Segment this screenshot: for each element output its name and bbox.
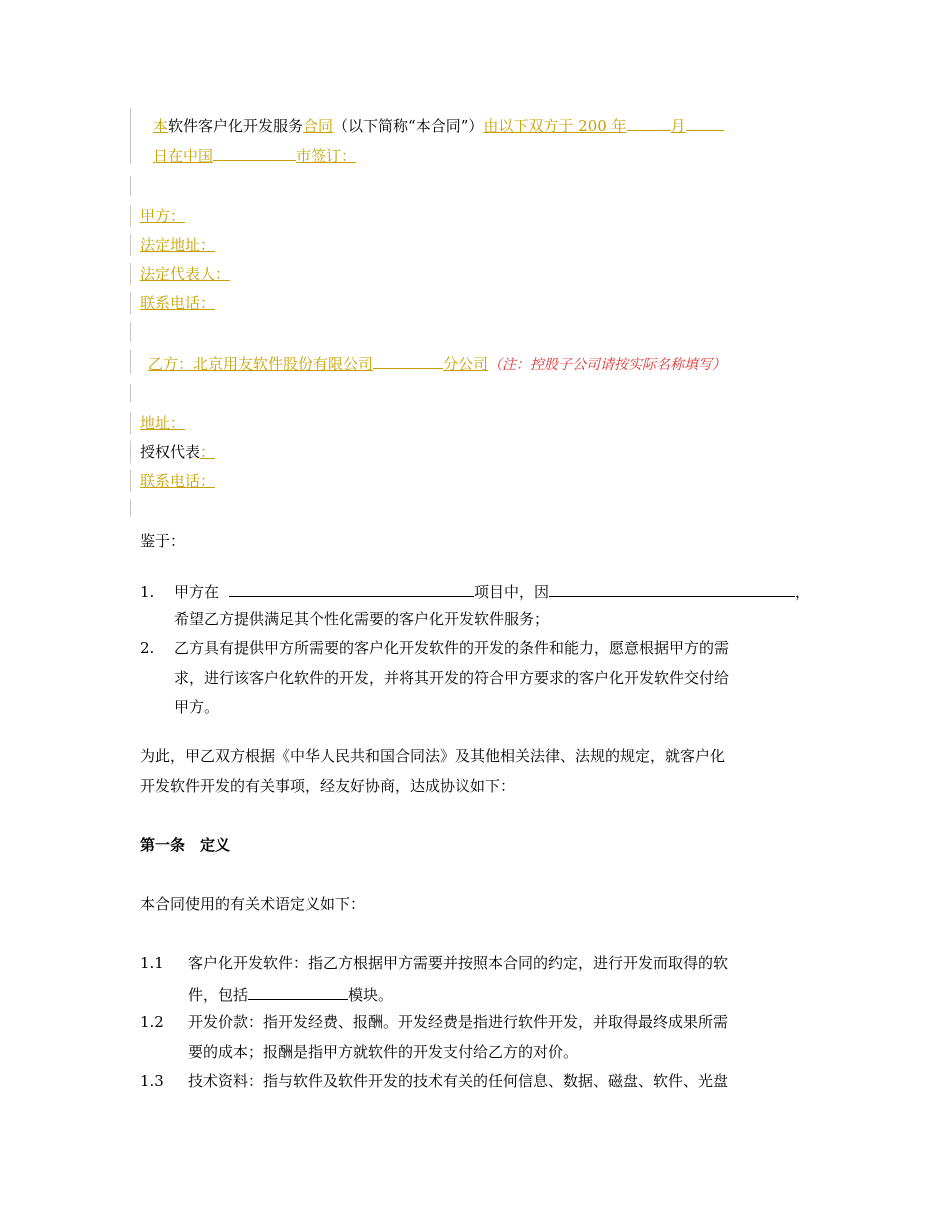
definition-1-2-line-1 [140,1012,728,1032]
party-a-name: 甲方： [140,207,186,225]
intro-text: 由以下双方于 200 [483,117,607,135]
whereas-item-2-line-2: 求，进行该客户化软件的开发，并将其开发的符合甲方要求的客户化开发软件交付给 [174,669,730,687]
intro-text: （以下简称“本合同”） [333,117,484,135]
city-blank [213,144,296,161]
list-number: 1. [140,583,155,601]
definition-text: 模块。 [348,986,394,1004]
clause-number: 1.2 [140,1013,164,1031]
party-b-rep-colon: ： [200,443,216,461]
intro-text: 合同 [303,117,334,135]
party-b-rep-label: 授权代表 [140,443,201,461]
module-blank [248,983,348,1000]
intro-text: 市签订： [296,147,357,165]
change-bar [130,350,131,374]
month-blank [627,114,671,131]
change-bar [130,470,131,492]
change-bar [130,322,131,342]
party-b-line [148,352,726,375]
reason-blank [549,580,795,597]
change-bar [130,108,131,164]
party-a-representative: 法定代表人： [140,265,231,283]
party-a-address: 法定地址： [140,236,216,254]
whereas-text: 项目中，因 [474,583,550,601]
intro-line-2 [153,144,356,166]
change-bar [130,384,131,402]
change-bar [130,205,131,227]
intro-text: 日在中国 [153,147,214,165]
definition-1-1-line-1 [140,953,728,973]
clause-number: 1.1 [140,954,164,972]
whereas-heading: 鉴于： [140,532,186,550]
whereas-item-1-line-2: 希望乙方提供满足其个性化需要的客户化开发软件服务； [174,610,550,628]
branch-blank [373,352,443,369]
article-1-intro: 本合同使用的有关术语定义如下： [140,895,366,913]
intro-text: 软件客户化开发服务 [168,117,304,135]
definition-1-1-line-2 [188,983,393,1005]
day-blank [686,114,724,131]
change-bar [130,441,131,463]
definition-text: 客户化开发软件：指乙方根据甲方需要并按照本合同的约定，进行开发而取得的软 [188,954,729,972]
change-bar [130,292,131,314]
therefore-line-2: 开发软件开发的有关事项，经友好协商，达成协议如下： [140,777,516,795]
clause-number: 1.3 [140,1072,164,1090]
change-bar [130,263,131,285]
intro-text: 本 [153,117,169,135]
party-b-branch: 分公司 [443,355,489,373]
party-b-name: 乙方：北京用友软件股份有限公司 [148,355,374,373]
whereas-text: 甲方在 [174,583,220,601]
change-bar [130,412,131,434]
definition-1-2-line-2: 要的成本；报酬是指甲方就软件的开发支付给乙方的对价。 [188,1043,579,1061]
list-number: 2. [140,639,155,657]
definition-text: 技术资料：指与软件及软件开发的技术有关的任何信息、数据、磁盘、软件、光盘 [188,1072,729,1090]
intro-text: 月 [670,117,686,135]
intro-text: 年 [606,117,627,135]
change-bar [130,234,131,256]
party-b-note: （注：控股子公司请按实际名称填写） [488,357,727,373]
party-a-phone: 联系电话： [140,294,216,312]
project-blank [229,580,474,597]
party-b-phone: 联系电话： [140,472,216,490]
definition-text: 件，包括 [188,986,249,1004]
whereas-text: ， [795,583,811,601]
intro-line-1 [153,114,724,136]
whereas-item-2-line-3: 甲方。 [174,698,220,716]
party-b-address: 地址： [140,414,186,432]
whereas-text: 乙方具有提供甲方所需要的客户化开发软件的开发的条件和能力，愿意根据甲方的需 [174,639,730,657]
whereas-item-1-line-1 [140,580,810,602]
definition-1-3-line-1 [140,1071,728,1091]
change-bar [130,499,131,517]
party-b-rep-line [140,442,215,462]
article-1-title: 第一条 定义 [140,836,231,854]
therefore-line-1: 为此，甲乙双方根据《中华人民共和国合同法》及其他相关法律、法规的规定，就客户化 [140,747,726,765]
whereas-item-2-line-1 [140,638,729,658]
definition-text: 开发价款：指开发经费、报酬。开发经费是指进行软件开发，并取得最终成果所需 [188,1013,729,1031]
change-bar [130,176,131,196]
